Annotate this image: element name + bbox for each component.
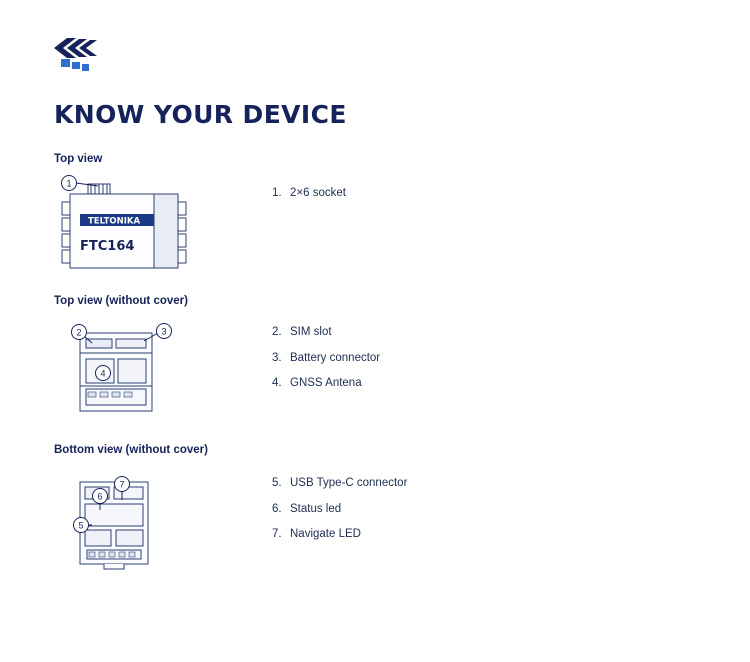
- list-item-label: Status led: [290, 502, 342, 515]
- list-item-label: USB Type-C connector: [290, 477, 408, 489]
- list-item-number: 1.: [272, 187, 282, 199]
- list-item-number: 7.: [272, 528, 282, 540]
- device-top-view-figure: [54, 172, 244, 282]
- list-item-label: Battery connector: [290, 351, 381, 364]
- device-top-view-without-cover-figure: [54, 315, 244, 425]
- list-item-label: GNSS Antena: [290, 377, 362, 389]
- list-item-label: SIM slot: [290, 326, 332, 338]
- list-item: [272, 377, 532, 389]
- list-item: [272, 352, 532, 364]
- svg-text:3: 3: [161, 326, 167, 337]
- list-item: [272, 528, 532, 540]
- svg-text:4: 4: [100, 368, 106, 379]
- list-item: [272, 187, 532, 199]
- section-heading-bottom-view-without-cover: Bottom view (without cover): [54, 444, 208, 456]
- list-item-number: 6.: [272, 502, 282, 515]
- svg-text:TELTONIKA: TELTONIKA: [88, 216, 141, 227]
- list-item-number: 2.: [272, 326, 282, 338]
- svg-text:6: 6: [97, 491, 103, 502]
- list-item-label: 2×6 socket: [290, 187, 346, 199]
- list-item: [272, 477, 532, 489]
- svg-text:7: 7: [119, 479, 125, 490]
- svg-text:FTC164: FTC164: [80, 239, 135, 254]
- callout-list-top-view: [272, 187, 532, 213]
- section-heading-top-view: Top view: [54, 153, 103, 165]
- list-item: [272, 503, 532, 515]
- list-item-number: 3.: [272, 351, 282, 364]
- callout-list-top-view-without-cover: [272, 326, 532, 403]
- list-item-label: Navigate LED: [290, 528, 361, 540]
- list-item-number: 5.: [272, 477, 282, 489]
- svg-text:5: 5: [78, 520, 84, 531]
- list-item-number: 4.: [272, 377, 282, 389]
- svg-text:2: 2: [76, 327, 82, 338]
- list-item: [272, 326, 532, 338]
- callout-list-bottom-view-without-cover: [272, 477, 532, 554]
- teltonika-logo: [54, 38, 98, 72]
- svg-text:1: 1: [66, 178, 72, 189]
- section-heading-top-view-without-cover: Top view (without cover): [54, 295, 188, 307]
- device-bottom-view-without-cover-figure: [54, 470, 244, 580]
- page-title: KNOW YOUR DEVICE: [54, 100, 347, 129]
